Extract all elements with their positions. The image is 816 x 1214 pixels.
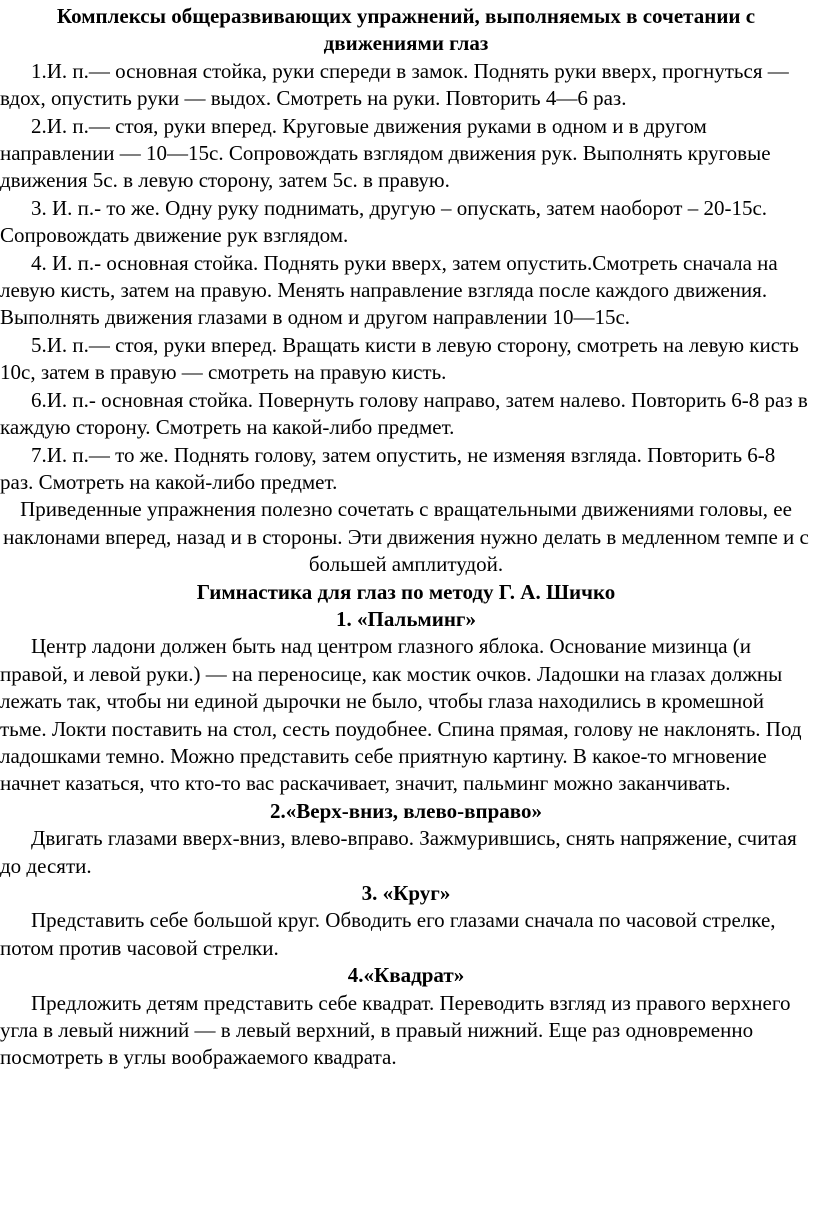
section-heading-square: 4.«Квадрат» <box>347 963 465 988</box>
exercise-5: 5.И. п.— стоя, руки вперед. Вращать кисти в левую сторону, смотреть на левую кисть 10с, затем в правую — смотреть на правую кисть. <box>0 332 799 385</box>
section-text-circle: Представить себе большой круг. Обводить его глазами сначала по часовой стрелке, потом против часовой стрелки. <box>0 908 776 960</box>
document-title: Комплексы общеразвивающих упражнений, выполняемых в сочетании с движениями глаз <box>56 4 756 56</box>
exercise-6: 6.И. п.- основная стойка. Повернуть голову направо, затем налево. Повторить 6-8 раз в каждую сторону. Смотреть на какой-либо предмет. <box>0 387 808 440</box>
exercise-note: Приведенные упражнения полезно сочетать с вращательными движениями головы, ее наклонами вперед, назад и в стороны. Эти движения нужно делать в медленном темпе и с большей амплитудой. <box>3 497 809 577</box>
section-title: Гимнастика для глаз по методу Г. А. Шичко <box>196 579 616 604</box>
exercise-7: 7.И. п.— то же. Поднять голову, затем опустить, не изменяя взгляда. Повторить 6-8 раз. Смотреть на какой-либо предмет. <box>0 442 776 494</box>
section-text-palming: Центр ладони должен быть над центром глазного яблока. Основание мизинца (и правой, и левой руки.) — на переносице, как мостик очков. Ладошки на глазах должны лежать так, чтобы ни единой дырочки не было, чтобы глаза находились в кромешной тьме. Локти поставить на стол, сесть поудобнее. Спина прямая, голову не наклонять. Под ладошками темно. Можно представить себе приятную картину. В какое-то мгновение начнет казаться, что кто-то вас раскачивает, значит, пальминг можно заканчивать. <box>0 634 802 796</box>
exercise-1: 1.И. п.— основная стойка, руки спереди в замок. Поднять руки вверх, прогнуться — вдох, опустить руки — выдох. Смотреть на руки. Повторить 4—6 раз. <box>0 58 789 111</box>
exercise-4: 4. И. п.- основная стойка. Поднять руки вверх, затем опустить.Смотреть сначала на левую кисть, затем на правую. Менять направление взгляда после каждого движения. Выполнять движения глазами в одном и другом направлении 10—15с. <box>0 250 778 330</box>
section-heading-circle: 3. «Круг» <box>361 881 451 905</box>
document-page <box>0 3 812 1072</box>
exercise-3: 3. И. п.- то же. Одну руку поднимать, другую – опускать, затем наоборот – 20-15с. Сопровождать движение рук взглядом. <box>0 195 768 248</box>
exercise-2: 2.И. п.— стоя, руки вперед. Круговые движения руками в одном и в другом направлении — 10—15с. Сопровождать взглядом движения рук. Выполнять круговые движения 5с. в левую сторону, затем 5с. в правую. <box>0 113 771 193</box>
section-heading-palming: 1. «Пальминг» <box>336 606 476 631</box>
section-text-up-down: Двигать глазами вверх-вниз, влево-вправо. Зажмурившись, снять напряжение, считая до десяти. <box>0 826 797 878</box>
section-heading-up-down: 2.«Верх-вниз, влево-вправо» <box>270 798 542 823</box>
section-text-square: Предложить детям представить себе квадрат. Переводить взгляд из правого верхнего угла в левый нижний — в левый верхний, в правый нижний. Еще раз одновременно посмотреть в углы воображаемого квадрата. <box>0 990 791 1070</box>
